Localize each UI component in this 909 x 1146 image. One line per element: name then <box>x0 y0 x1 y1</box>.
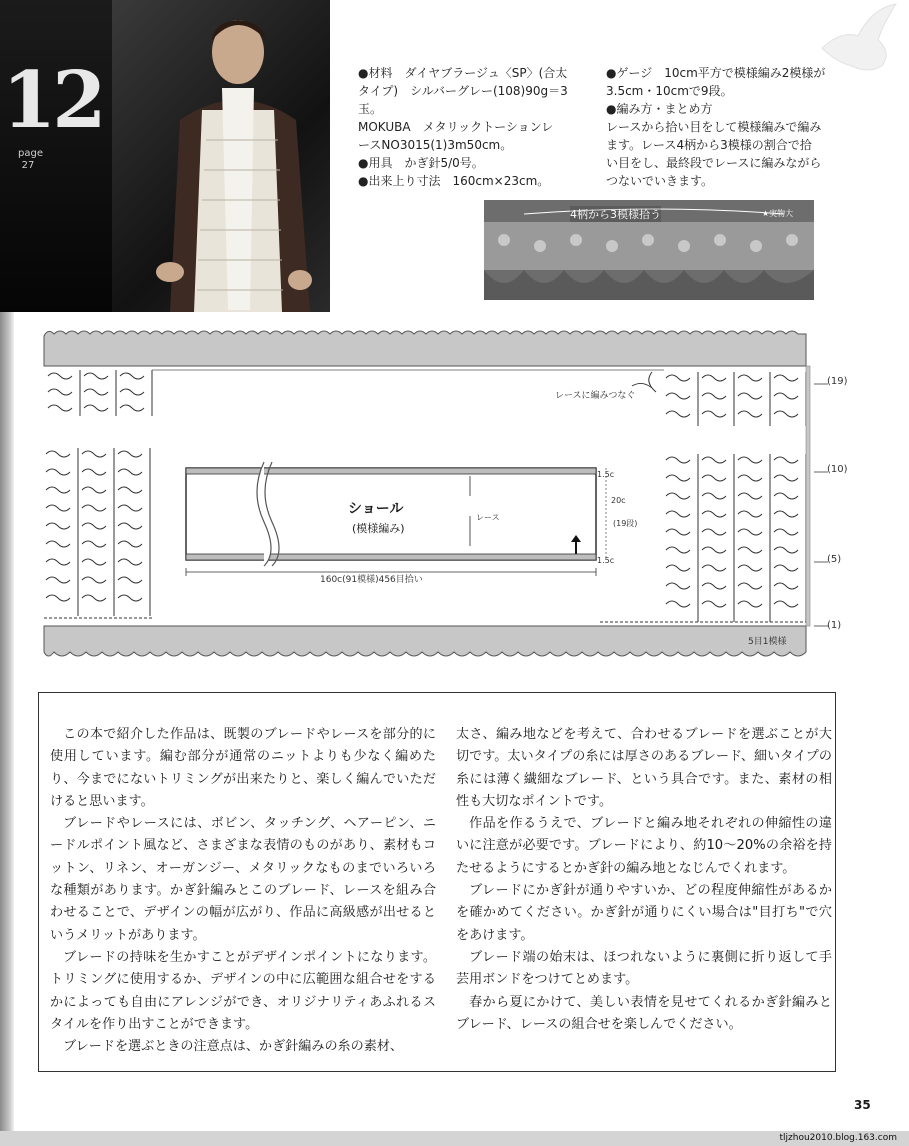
page-reference <box>18 148 43 172</box>
row-number: 1 <box>830 620 838 631</box>
lace-label: レース <box>476 513 500 522</box>
row-number: 10 <box>830 464 844 475</box>
materials-line: ●出来上り寸法 160cm×23cm。 <box>358 174 550 188</box>
row-marker-19: (19) <box>827 376 848 387</box>
materials-left <box>358 64 588 190</box>
gauge-line: ●ゲージ 10cm平方で模様編み2模様が <box>606 66 826 80</box>
model-figure <box>150 10 320 312</box>
shawl-diagram <box>40 326 850 666</box>
height-dimension: 20c <box>611 496 626 505</box>
page-label: page <box>18 148 43 159</box>
pattern-number: 12 <box>2 55 103 146</box>
article-paragraph: 作品を作るうえで、ブレードと編み地それぞれの伸縮性の違いに注意が必要です。ブレードにより、約10〜20%の余裕を持たせるようにするとかぎ針の編み地となじんでくれます。 <box>456 816 832 876</box>
method-line: つないでいきます。 <box>606 174 714 188</box>
method-line: い目をし、最終段でレースに編みながら <box>606 156 822 170</box>
actual-size-label: ★実物大 <box>762 209 794 218</box>
model-photo <box>0 0 330 312</box>
join-note: レースに編みつなぐ <box>555 391 636 401</box>
article-paragraph: 太さ、編み地などを考えて、合わせるブレードを選ぶことが大切です。太いタイプの糸には厚さのあるブレード、細いタイプの糸には薄く繊細なブレード、という具合です。また、素材の相性も大切なポイントです。 <box>456 727 832 809</box>
row-marker-5: (5) <box>827 554 842 565</box>
materials-line: 玉。 <box>358 102 383 116</box>
article-paragraph: ブレードを選ぶときの注意点は、かぎ針編みの糸の素材、 <box>63 1039 404 1055</box>
materials-line: ースNO3015(1)3m50cm。 <box>358 138 513 152</box>
method-line: レースから拾い目をして模様編みで編み <box>606 120 822 134</box>
lace-pickup-label: 4柄から3模様拾う <box>570 208 661 221</box>
bottom-band-dimension: 1.5c <box>597 556 615 565</box>
materials-line: MOKUBA メタリックトーションレ <box>358 120 554 134</box>
article-paragraph: ブレードの持味を生かすことがデザインポイントになります。トリミングに使用するか、デザインの中に広範囲な組合せをするかによっても自由にアレンジができ、オリジナリティあふれるスタイルを作り出すことができます。 <box>50 949 436 1032</box>
article-paragraph: 春から夏にかけて、美しい表情を見せてくれるかぎ針編みとブレード、レースの組合せを楽しんでください。 <box>456 994 832 1032</box>
method-line: ●編み方・まとめ方 <box>606 102 713 116</box>
materials-line: タイプ) シルバーグレー(108)90g＝3 <box>358 84 568 98</box>
article-paragraph: この本で紹介した作品は、既製のブレードやレースを部分的に使用しています。編む部分が通常のニットよりも少なく編めたり、今までにないトリミングが出来たりと、楽しく編んでいただけると思います。 <box>50 727 436 809</box>
top-band-dimension: 1.5c <box>597 470 615 479</box>
article-column-right <box>456 724 832 1036</box>
width-dimension: 160c(91模様)456目拾い <box>320 575 423 585</box>
row-number: 19 <box>830 376 844 387</box>
method-line: ます。レース4柄から3模様の割合で拾 <box>606 138 812 152</box>
shawl-subtitle: (模様編み) <box>352 522 405 535</box>
repeat-note: 5目1模様 <box>748 637 787 647</box>
materials-line: ●材料 ダイヤブラージュ〈SP〉(合太 <box>358 66 568 80</box>
shawl-title: ショール <box>348 501 404 517</box>
materials-line: ●用具 かぎ針5/0号。 <box>358 156 484 170</box>
footer-url: tljzhou2010.blog.163.com <box>779 1133 897 1143</box>
row-marker-10: (10) <box>827 464 848 475</box>
page-number: 35 <box>854 1098 871 1112</box>
article-paragraph: ブレード端の始末は、ほつれないように裏側に折り返して手芸用ボンドをつけてとめます。 <box>456 949 832 988</box>
row-marker-1: (1) <box>827 620 842 631</box>
row-count-dimension: (19段) <box>613 519 638 528</box>
article-paragraph: ブレードやレースには、ボビン、タッチング、ヘアーピン、ニードルポイント風など、さまざまな表情のものがあり、素材もコットン、リネン、オーガンジー、メタリックなものまでいろいろな種類があります。かぎ針編みとこのブレード、レースを組み合わせることで、デザインの幅が広がり、作品に高級感が出せるというメリットがあります。 <box>50 816 436 943</box>
materials-right <box>606 64 836 190</box>
page-ref-number: 27 <box>21 160 35 171</box>
article-column-left <box>50 724 436 1058</box>
row-number: 5 <box>830 554 838 565</box>
footer-bar <box>0 1131 909 1146</box>
gauge-line: 3.5cm・10cmで9段。 <box>606 84 733 98</box>
article-paragraph: ブレードにかぎ針が通りやすいか、どの程度伸縮性があるかを確かめてください。かぎ針が通りにくい場合は"目打ち"で穴をあけます。 <box>456 883 832 943</box>
